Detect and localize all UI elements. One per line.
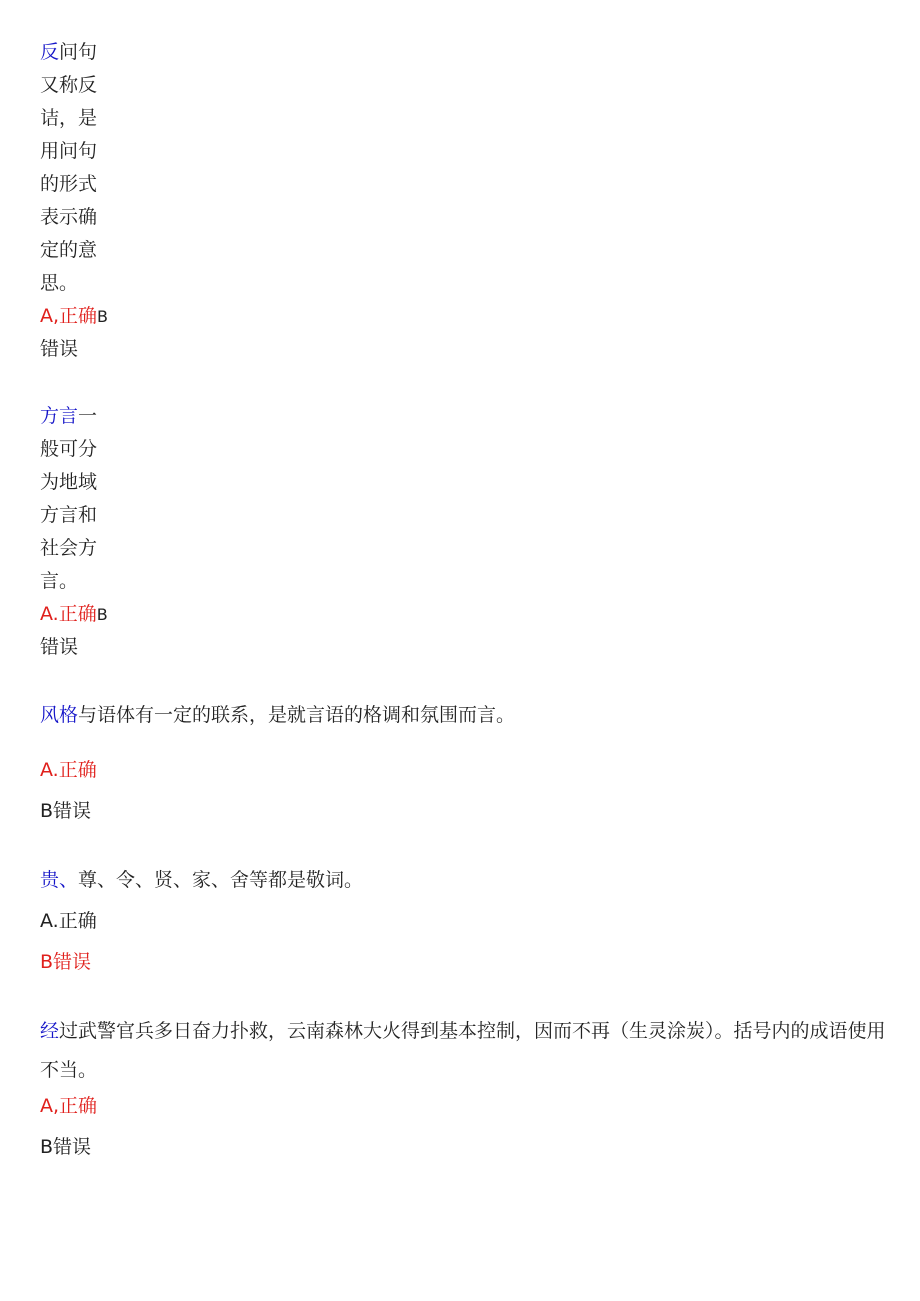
question-2-keyword: 方言 (40, 405, 79, 427)
question-1-line-8: 思。 (40, 272, 79, 294)
question-2-line-6: 言。 (40, 570, 79, 592)
question-3-option-a: A.正确 (40, 759, 97, 781)
question-4-line-1: 贵、尊、令、贤、家、舍等都是敬词。 (40, 869, 364, 891)
question-2-line-5: 社会方 (40, 537, 98, 559)
question-2-line-3: 为地域 (40, 471, 98, 493)
question-5-line-1: 经过武警官兵多日奋力扑救，云南森林大火得到基本控制，因而不再（生灵涂炭）。括号内的成语使用 (40, 1020, 886, 1042)
question-2-options (40, 602, 108, 627)
question-3-line-1: 风格与语体有一定的联系，是就言语的格调和氛围而言。 (40, 704, 516, 726)
question-5-option-b: B错误 (40, 1136, 92, 1158)
question-2-line-1: 方言一 (40, 405, 98, 427)
question-4-option-a: A.正确 (40, 910, 97, 932)
question-1-options (40, 304, 108, 329)
question-1-line-5: 的形式 (40, 173, 98, 195)
question-1-line-7: 定的意 (40, 239, 98, 261)
question-2-option-a: A.正确 (40, 603, 97, 625)
question-4-keyword: 贵、 (40, 869, 79, 891)
question-2-option-b: 错误 (40, 636, 79, 658)
question-1-line-6: 表示确 (40, 206, 98, 228)
question-1-line-1: 反问句 (40, 41, 98, 63)
question-1-line-4: 用问句 (40, 140, 98, 162)
question-2-line-4: 方言和 (40, 504, 98, 526)
question-3-option-b: B错误 (40, 800, 92, 822)
question-1-keyword: 反 (40, 41, 60, 63)
question-1-option-a: A,正确 (40, 305, 98, 327)
question-5-option-a: A,正确 (40, 1095, 98, 1117)
question-2-option-b-prefix: B (96, 605, 108, 624)
question-1-line-2: 又称反 (40, 74, 98, 96)
question-1-option-b-prefix: B (97, 307, 109, 326)
question-5-keyword: 经 (40, 1020, 60, 1042)
question-1-option-b: 错误 (40, 338, 79, 360)
question-1-line-3: 诘，是 (40, 107, 98, 129)
question-5-line-2: 不当。 (40, 1059, 98, 1081)
question-3-keyword: 风格 (40, 704, 79, 726)
question-2-line-2: 般可分 (40, 438, 98, 460)
question-4-option-b: B错误 (40, 951, 92, 973)
